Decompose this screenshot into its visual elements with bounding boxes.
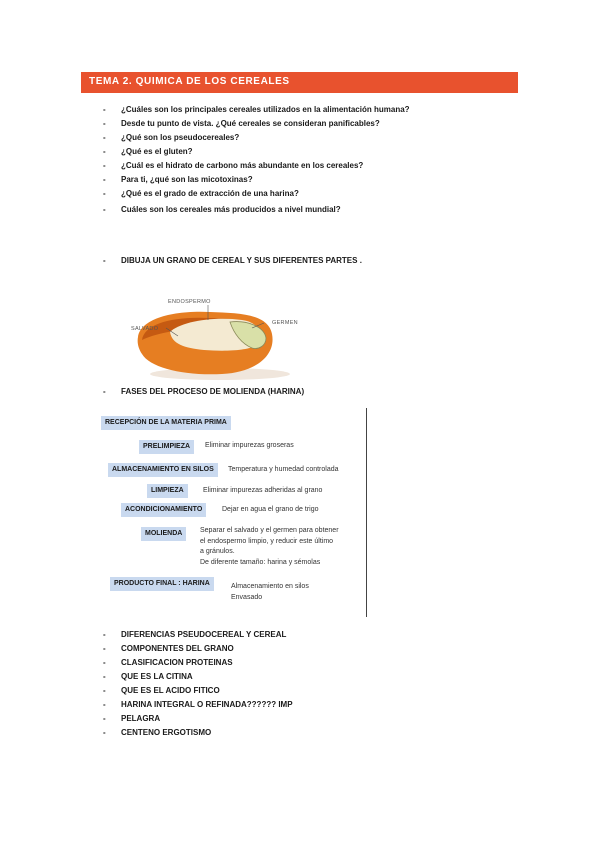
- step-prelimpieza-desc: Eliminar impurezas groseras: [205, 442, 294, 449]
- diagram-border-line: [366, 408, 367, 617]
- step-producto-final-desc: Almacenamiento en silos Envasado: [231, 583, 309, 601]
- draw-task-item: - DIBUJA UN GRANO DE CEREAL Y SUS DIFERENTES PARTES .: [103, 256, 362, 265]
- topic-item: - QUE ES EL ACIDO FITICO: [103, 686, 220, 695]
- question-item: - ¿Cuál es el hidrato de carbono más abundante en los cereales?: [103, 161, 364, 170]
- question-item: - Desde tu punto de vista. ¿Qué cereales se consideran panificables?: [103, 119, 380, 128]
- topic-item: - DIFERENCIAS PSEUDOCEREAL Y CEREAL: [103, 630, 287, 639]
- question-item: - ¿Cuáles son los principales cereales utilizados en la alimentación humana?: [103, 105, 410, 114]
- label-germ: GERMEN: [272, 320, 298, 326]
- section-title-bar: [81, 72, 518, 93]
- label-bran: SALVADO: [131, 326, 159, 332]
- step-reception: RECEPCIÓN DE LA MATERIA PRIMA: [101, 416, 231, 430]
- step-acondicionamiento: ACONDICIONAMIENTO: [121, 503, 206, 517]
- step-almacenamiento-desc: Temperatura y humedad controlada: [228, 466, 339, 473]
- step-limpieza: LIMPIEZA: [147, 484, 188, 498]
- cereal-grain-illustration: [130, 292, 310, 382]
- step-producto-final: PRODUCTO FINAL : HARINA: [110, 577, 214, 591]
- topic-item: - QUE ES LA CITINA: [103, 672, 193, 681]
- step-prelimpieza: PRELIMPIEZA: [139, 440, 194, 454]
- question-item: - ¿Qué es el grado de extracción de una harina?: [103, 189, 299, 198]
- step-molienda: MOLIENDA: [141, 527, 186, 541]
- topic-item: - CLASIFICACION PROTEINAS: [103, 658, 233, 667]
- question-item: - ¿Qué es el gluten?: [103, 147, 193, 156]
- question-item: - ¿Qué son los pseudocereales?: [103, 133, 240, 142]
- step-limpieza-desc: Eliminar impurezas adheridas al grano: [203, 487, 323, 494]
- step-acondicionamiento-desc: Dejar en agua el grano de trigo: [222, 506, 319, 513]
- topic-item: - CENTENO ERGOTISMO: [103, 728, 212, 737]
- phases-task-item: - FASES DEL PROCESO DE MOLIENDA (HARINA): [103, 387, 305, 396]
- label-endosperm: ENDOSPERMO: [168, 299, 211, 305]
- question-item: - Cuáles son los cereales más producidos a nivel mundial?: [103, 205, 341, 214]
- section-title: TEMA 2. QUIMICA DE LOS CEREALES: [89, 76, 290, 87]
- question-item: - Para ti, ¿qué son las micotoxinas?: [103, 175, 253, 184]
- topic-item: - PELAGRA: [103, 714, 161, 723]
- topic-item: - HARINA INTEGRAL O REFINADA?????? IMP: [103, 700, 293, 709]
- topic-item: - COMPONENTES DEL GRANO: [103, 644, 234, 653]
- step-molienda-desc: Separar el salvado y el germen para obtener el endospermo limpio, y reducir este último a gránulos. De diferente tamaño: harina y sémolas: [200, 527, 339, 566]
- step-almacenamiento: ALMACENAMIENTO EN SILOS: [108, 463, 218, 477]
